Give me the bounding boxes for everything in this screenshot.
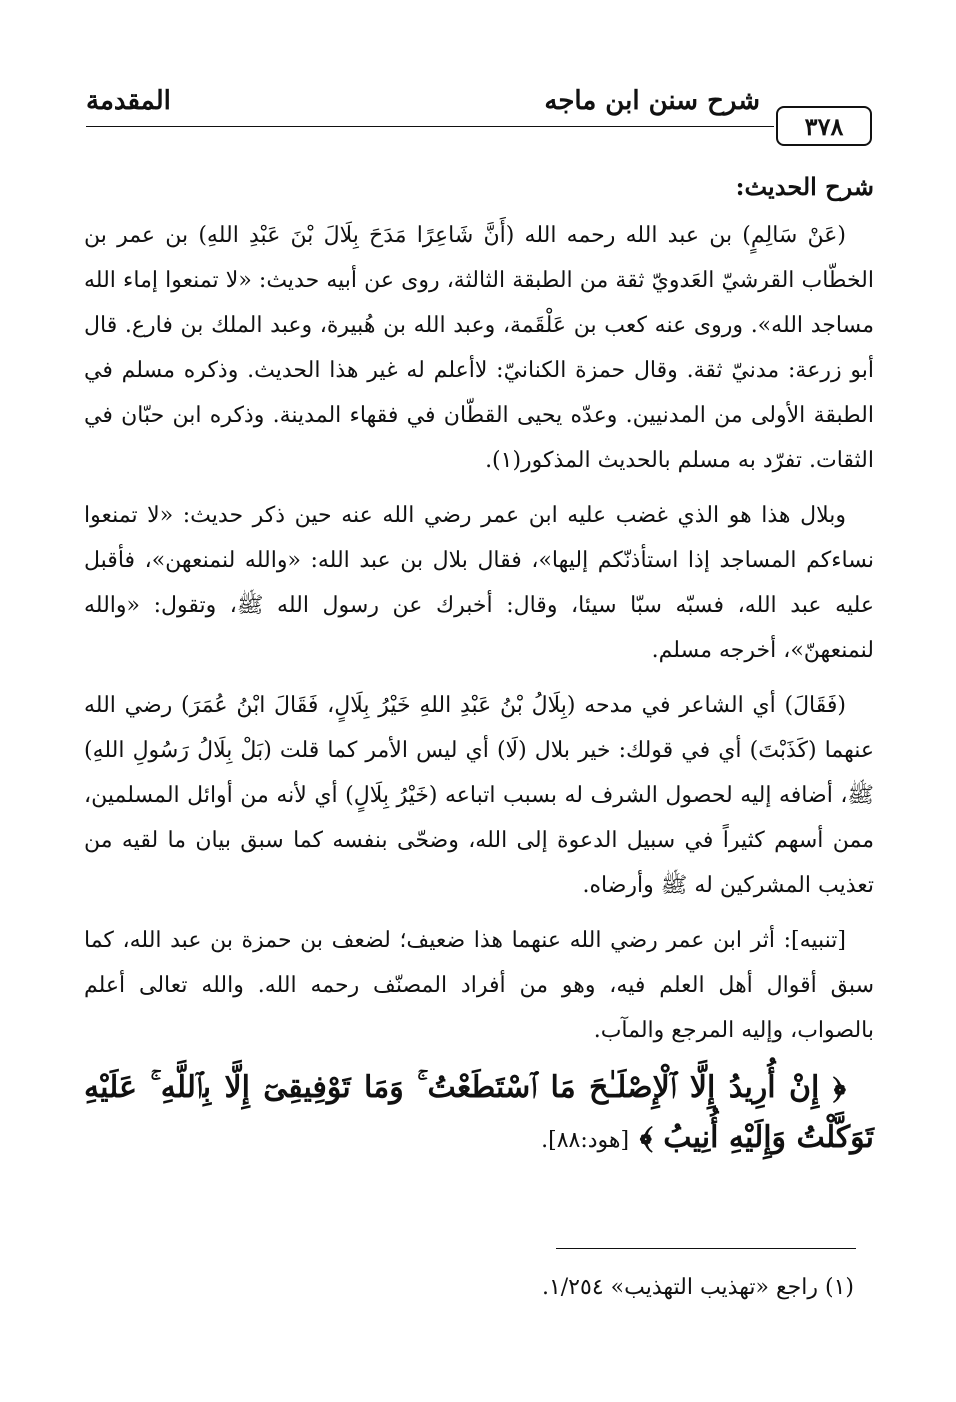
page-number: ٣٧٨ <box>776 106 872 146</box>
paragraph-2: وبلال هذا هو الذي غضب عليه ابن عمر رضي الله عنه حين ذكر حديث: «لا تمنعوا نساءكم المساجد إذا استأذنّكم إليها»، فقال بلال بن عبد الله: «والله لنمنعهن»، فأقبل عليه عبد الله، فسبّه سبّا سيئا، وقال: أخبرك عن رسول الله ﷺ، وتقول: «والله لنمنعهنّ»، أخرجه مسلم. <box>84 503 874 663</box>
quran-verse <box>84 1063 874 1166</box>
main-text <box>84 164 874 1166</box>
quran-verse-text: ﴿ إِنْ أُرِيدُ إِلَّا ٱلْإِصْلَـٰحَ مَا ٱسْتَطَعْتُ ۚ وَمَا تَوْفِيقِىٓ إِلَّا بِٱللَّهِ ۚ عَلَيْهِ تَوَكَّلْتُ وَإِلَيْهِ أُنِيبُ ﴾ <box>84 1070 874 1155</box>
paragraph-4: [تنبيه]: أثر ابن عمر رضي الله عنهما هذا ضعيف؛ لضعف بن حمزة بن عبد الله، كما سبق أقوال أهل العلم فيه، وهو من أفراد المصنّف رحمه الله. والله تعالى أعلم بالصواب، وإليه المرجع والمآب. <box>84 928 874 1043</box>
paragraph-3: (فَقَالَ) أي الشاعر في مدحه (بِلَالُ بْنُ عَبْدِ اللهِ خَيْرُ بِلَالٍ، فَقَالَ ابْنُ عُمَرَ) رضي الله عنهما (كَذَبْتَ) أي في قولك: خير بلال (لَا) أي ليس الأمر كما قلت (بَلْ بِلَالُ رَسُولِ اللهِ) ﷺ، أضافه إليه لحصول الشرف له بسبب اتباعه (خَيْرُ بِلَالٍ) أي لأنه من أوائل المسلمين، ممن أسهم كثيراً في سبيل الدعوة إلى الله، وضحّى بنفسه كما سبق بيان ما لقيه من تعذيب المشركين له ﷺ وأرضاه. <box>84 693 874 898</box>
header-section-title: المقدمة <box>86 86 171 116</box>
paragraph-1: (عَنْ سَالِمٍ) بن عبد الله رحمه الله (أَنَّ شَاعِرًا مَدَحَ بِلَالَ بْنَ عَبْدِ اللهِ) بن عمر بن الخطّاب القرشيّ العَدويّ ثقة من الطبقة الثالثة، روى عن أبيه حديث: «لا تمنعوا إماء الله مساجد الله». وروى عنه كعب بن عَلْقَمة، وعبد الله بن هُبيرة، وعبد الملك بن فارع. قال أبو زرعة: مدنيّ ثقة. وقال حمزة الكنانيّ: لاأعلم له غير هذا الحديث. وذكره مسلم في الطبقة الأولى من المدنيين. وعدّه يحيى القطّان في فقهاء المدينة. وذكره ابن حبّان في الثقات. تفرّد به مسلم بالحديث المذكور(١). <box>84 223 874 473</box>
header-book-title: شرح سنن ابن ماجه <box>544 86 760 116</box>
section-heading: شرح الحديث: <box>735 172 874 201</box>
footnote-divider <box>556 1248 856 1249</box>
quran-verse-reference: [هود:٨٨]. <box>541 1128 630 1153</box>
footnote: (١) راجع «تهذيب التهذيب» ١/٢٥٤. <box>541 1275 854 1300</box>
header-divider <box>86 126 774 127</box>
page-header <box>86 82 872 152</box>
